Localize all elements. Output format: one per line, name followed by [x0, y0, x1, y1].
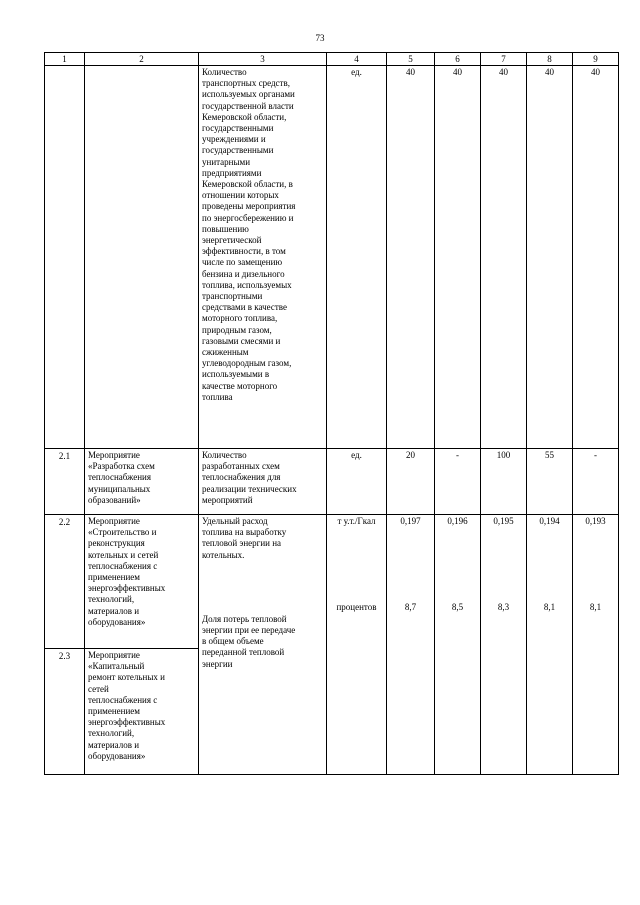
- value-cell: [481, 515, 527, 775]
- indicators-table: [44, 52, 619, 775]
- indicator-cell: Количество разработанных схем теплоснабжения для реализации технических мероприятий: [199, 449, 327, 515]
- header-row: [45, 53, 619, 66]
- value-cell: [387, 515, 435, 775]
- indicator-fuel-consumption: Удельный расход топлива на выработку тепловой энергии на котельных.: [202, 516, 287, 560]
- value-a: 0,196: [447, 516, 468, 526]
- col-header: 1: [45, 53, 85, 66]
- value-cell: [435, 515, 481, 775]
- row-number: 2.2: [45, 515, 85, 649]
- indicator-cell: Количество транспортных средств, используемых органами государственной власти Кемеровской области, государственными учреждениями и государственными унитарными предприятиями Кемеровской области, в отношении которых проведены мероприятия по энергосбережению и повышению энергетической эффективности, в том числе по замещению бензина и дизельного топлива, используемых транспортными средствами в качестве моторного топлива, природным газом, газовыми смесями и сжиженным углеводородным газом, используемыми в качестве моторного топлива: [199, 66, 327, 449]
- event-cell: Мероприятие «Разработка схем теплоснабжения муниципальных образований»: [85, 449, 199, 515]
- value-b: 8,5: [451, 602, 464, 613]
- table-row: [45, 66, 619, 449]
- unit-percent: процентов: [336, 602, 377, 613]
- value-cell: 100: [481, 449, 527, 515]
- value-cell: [527, 515, 573, 775]
- col-header: 9: [573, 53, 619, 66]
- row-number: 2.1: [45, 449, 85, 515]
- value-cell: 55: [527, 449, 573, 515]
- value-cell: 40: [387, 66, 435, 449]
- value-a: 0,193: [585, 516, 606, 526]
- col-header: 7: [481, 53, 527, 66]
- value-a: 0,194: [539, 516, 560, 526]
- value-b: 8,7: [404, 602, 417, 613]
- value-a: 0,195: [493, 516, 514, 526]
- value-cell: 20: [387, 449, 435, 515]
- col-header: 8: [527, 53, 573, 66]
- indicator-heat-loss-share: Доля потерь тепловой энергии при ее передаче в общем объеме переданной тепловой энергии: [202, 613, 296, 669]
- value-b: 8,3: [497, 602, 510, 613]
- value-cell: 40: [435, 66, 481, 449]
- col-header: 2: [85, 53, 199, 66]
- value-cell: -: [573, 449, 619, 515]
- page-number: 73: [315, 33, 325, 43]
- table-row: [45, 449, 619, 515]
- event-cell: Мероприятие «Капитальный ремонт котельных и сетей теплоснабжения с применением энергоэффективных технологий, материалов и оборудования»: [85, 649, 199, 775]
- event-cell: Мероприятие «Строительство и реконструкция котельных и сетей теплоснабжения с применением энергоэффективных технологий, материалов и оборудования»: [85, 515, 199, 649]
- value-cell: 40: [527, 66, 573, 449]
- col-header: 4: [327, 53, 387, 66]
- table-row: [45, 515, 619, 649]
- col-header: 5: [387, 53, 435, 66]
- row-number: [45, 66, 85, 449]
- value-cell: 40: [573, 66, 619, 449]
- unit-cell: ед.: [327, 66, 387, 449]
- value-a: 0,197: [400, 516, 421, 526]
- value-b: 8,1: [543, 602, 556, 613]
- indicator-cell: [199, 515, 327, 775]
- unit-cell: [327, 515, 387, 775]
- value-cell: -: [435, 449, 481, 515]
- value-cell: [573, 515, 619, 775]
- unit-fuel: т у.т./Гкал: [337, 516, 376, 526]
- row-number: 2.3: [45, 649, 85, 775]
- col-header: 6: [435, 53, 481, 66]
- value-b: 8,1: [589, 602, 602, 613]
- event-cell: [85, 66, 199, 449]
- unit-cell: ед.: [327, 449, 387, 515]
- value-cell: 40: [481, 66, 527, 449]
- col-header: 3: [199, 53, 327, 66]
